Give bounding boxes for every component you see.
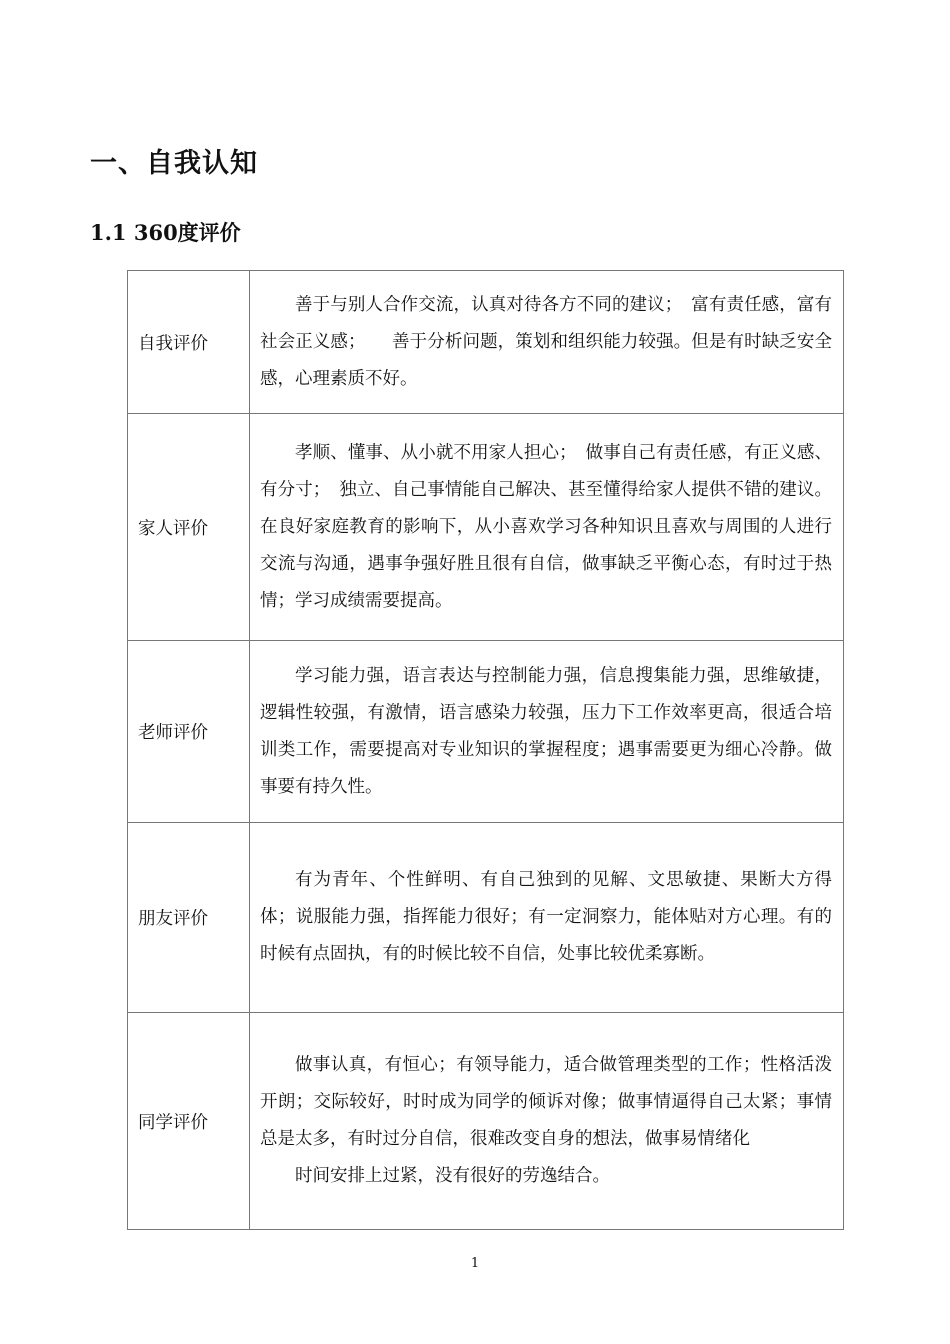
row-content (250, 1013, 844, 1230)
row-label: 老师评价 (128, 641, 250, 823)
table-row (128, 823, 844, 1013)
row-paragraph: 做事认真，有恒心；有领导能力，适合做管理类型的工作；性格活泼开朗；交际较好，时时成为同学的倾诉对像；做事情逼得自己太紧；事情总是太多，有时过分自信，很难改变自身的想法，做事易情绪化 (260, 1055, 832, 1149)
row-label: 朋友评价 (128, 823, 250, 1013)
table-row (128, 641, 844, 823)
row-content (250, 271, 844, 414)
page-number: 1 (470, 1256, 480, 1271)
row-paragraph: 学习能力强，语言表达与控制能力强，信息搜集能力强，思维敏捷，逻辑性较强，有激情，语言感染力较强，压力下工作效率更高，很适合培训类工作，需要提高对专业知识的掌握程度；遇事需要更为细心冷静。做事要有持久性。 (260, 665, 832, 797)
evaluation-table (127, 270, 844, 1230)
row-paragraph: 有为青年、个性鲜明、有自己独到的见解、文思敏捷、果断大方得体；说服能力强，指挥能力很好；有一定洞察力，能体贴对方心理。有的时候有点固执，有的时候比较不自信，处事比较优柔寡断。 (260, 870, 832, 964)
table-row (128, 1013, 844, 1230)
subsection-heading: 1.1 360度评价 (90, 220, 241, 245)
row-label: 家人评价 (128, 414, 250, 641)
row-paragraph: 善于与别人合作交流，认真对待各方不同的建议； 富有责任感，富有社会正义感； 善于分析问题，策划和组织能力较强。但是有时缺乏安全感，心理素质不好。 (260, 294, 832, 389)
table-row (128, 414, 844, 641)
row-label: 自我评价 (128, 271, 250, 414)
row-content (250, 823, 844, 1013)
row-label: 同学评价 (128, 1013, 250, 1230)
table-row (128, 271, 844, 414)
row-paragraph: 时间安排上过紧，没有很好的劳逸结合。 (295, 1166, 610, 1186)
section-heading: 一、自我认知 (90, 148, 258, 179)
row-content (250, 414, 844, 641)
row-content (250, 641, 844, 823)
row-paragraph: 孝顺、懂事、从小就不用家人担心； 做事自己有责任感，有正义感、有分寸； 独立、自己事情能自己解决、甚至懂得给家人提供不错的建议。在良好家庭教育的影响下，从小喜欢学习各种知识且喜欢与周围的人进行交流与沟通，遇事争强好胜且很有自信，做事缺乏平衡心态，有时过于热情；学习成绩需要提高。 (260, 442, 832, 611)
